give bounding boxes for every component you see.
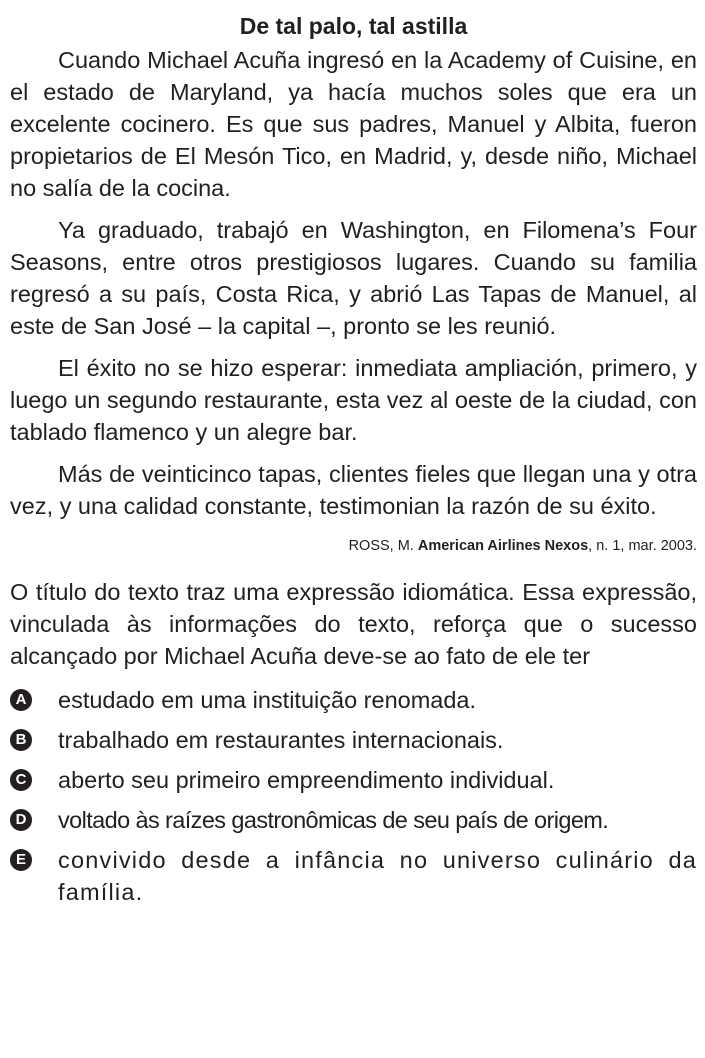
option-c-letter-badge: C bbox=[10, 769, 32, 791]
option-e-letter-badge: E bbox=[10, 849, 32, 871]
option-b[interactable] bbox=[10, 724, 697, 756]
option-a[interactable] bbox=[10, 684, 697, 716]
option-c[interactable] bbox=[10, 764, 697, 796]
option-c-text: aberto seu primeiro empreendimento individual. bbox=[58, 767, 555, 793]
option-e-text: convivido desde a infância no universo culinário da família. bbox=[58, 847, 697, 905]
question-stem: O título do texto traz uma expressão idiomática. Essa expressão, vinculada às informações do texto, reforça que o sucesso alcançado por Michael Acuña deve-se ao fato de ele ter bbox=[10, 579, 697, 669]
option-b-letter-badge: B bbox=[10, 729, 32, 751]
option-a-text: estudado em uma instituição renomada. bbox=[58, 687, 477, 713]
paragraph-3: El éxito no se hizo esperar: inmediata ampliación, primero, y luego un segundo restaurante, esta vez al oeste de la ciudad, con tablado flamenco y un alegre bar. bbox=[10, 355, 697, 445]
option-e[interactable] bbox=[10, 844, 697, 908]
source-citation bbox=[10, 536, 697, 556]
source-author: ROSS, M. bbox=[348, 538, 418, 554]
option-b-text: trabalhado em restaurantes internacionais. bbox=[58, 727, 504, 753]
paragraph-4: Más de veinticinco tapas, clientes fieles que llegan una y otra vez, y una calidad constante, testimonian la razón de su éxito. bbox=[10, 461, 697, 519]
paragraph-2: Ya graduado, trabajó en Washington, en Filomena’s Four Seasons, entre otros prestigiosos lugares. Cuando su familia regresó a su país, Costa Rica, y abrió Las Tapas de Manuel, al este de San José – la capital –, pronto se les reunió. bbox=[10, 217, 697, 339]
source-publication: American Airlines Nexos bbox=[417, 538, 589, 554]
option-a-letter-badge: A bbox=[10, 689, 32, 711]
option-d[interactable] bbox=[10, 804, 697, 836]
option-d-letter-badge: D bbox=[10, 809, 32, 831]
option-d-text: voltado às raízes gastronômicas de seu país de origem. bbox=[58, 807, 609, 833]
answer-options bbox=[10, 684, 697, 908]
paragraph-1: Cuando Michael Acuña ingresó en la Academy of Cuisine, en el estado de Maryland, ya hacía muchos soles que era un excelente cocinero. Es que sus padres, Manuel y Albita, fueron propietarios de El Mesón Tico, en Madrid, y, desde niño, Michael no salía de la cocina. bbox=[10, 47, 697, 201]
text-title: De tal palo, tal astilla bbox=[239, 13, 468, 39]
source-details: , n. 1, mar. 2003. bbox=[588, 538, 697, 554]
